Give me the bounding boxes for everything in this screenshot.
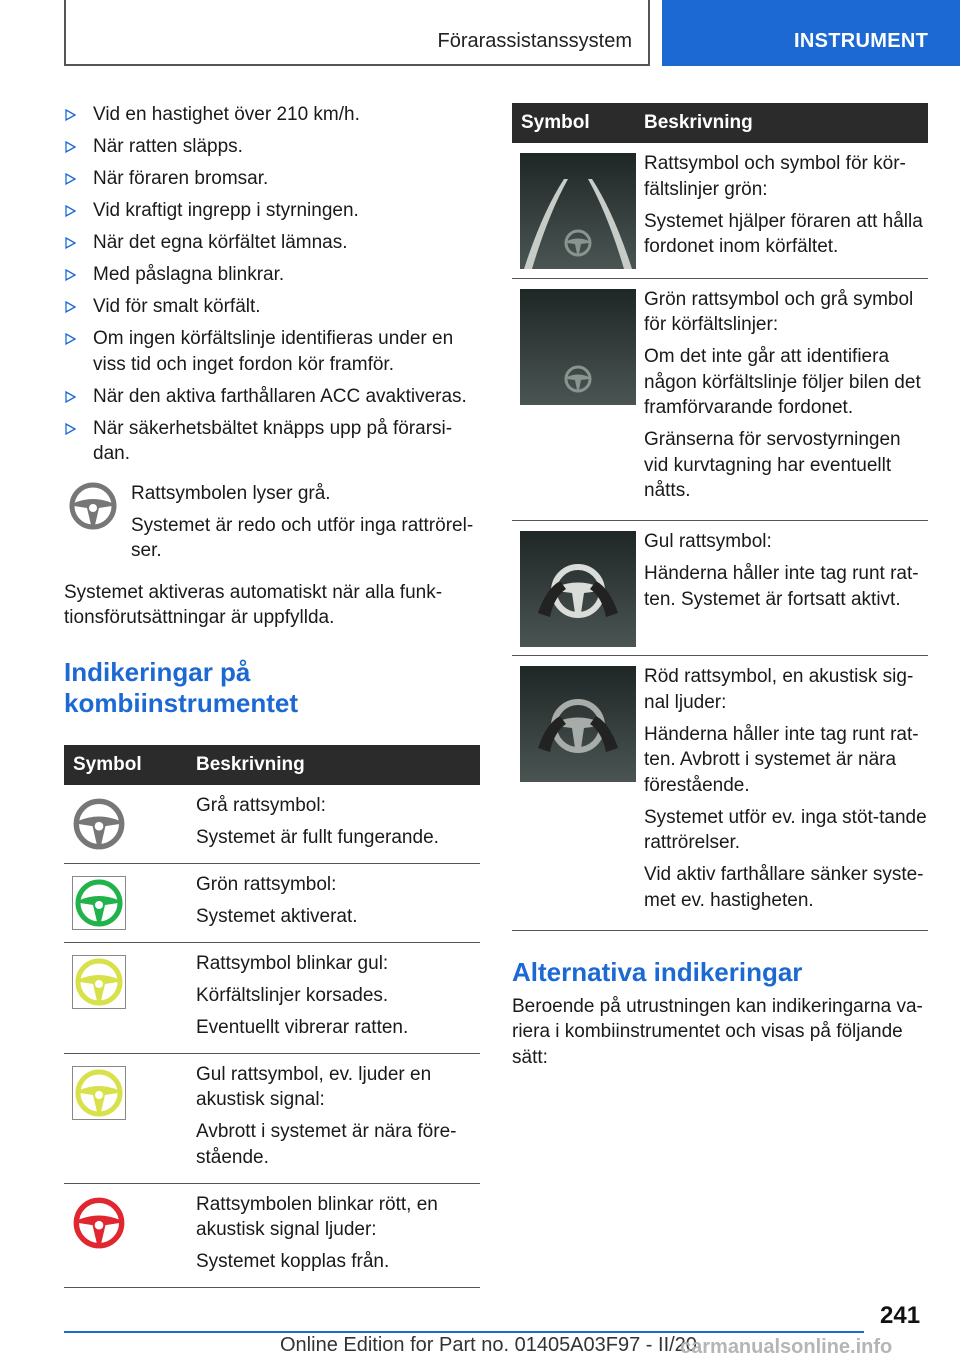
chapter-tab[interactable]	[662, 0, 960, 66]
table-row	[64, 785, 480, 864]
steering-wheel-red-icon	[72, 1196, 126, 1250]
steering-wheel-yellow-icon	[72, 1066, 126, 1120]
table-cell-text: Grön rattsymbol:	[196, 873, 337, 895]
triangle-bullet-icon	[65, 269, 76, 281]
table-cell-text: Gränserna för servostyrningen vid kurvtagning har eventuellt nåtts.	[644, 429, 901, 501]
steering-wheel-gray-icon	[68, 481, 118, 531]
triangle-bullet-icon	[65, 301, 76, 313]
steering-wheel-green-icon	[72, 876, 126, 930]
table-row	[512, 143, 928, 278]
indicator-table	[64, 745, 480, 1289]
list-item: Vid en hastighet över 210 km/h.	[64, 102, 480, 128]
ready-state-line: Rattsymbolen lyser grå.	[131, 482, 331, 504]
left-column	[64, 102, 480, 1288]
steering-wheel-gray-icon	[72, 797, 126, 851]
table-cell-text: Rattsymbol och symbol för kör-fältslinjer grön:	[644, 153, 906, 200]
table-cell-text: Röd rattsymbol, en akustisk sig-nal ljuder:	[644, 666, 914, 713]
footer-watermark: carmanualsonline.info	[680, 1336, 893, 1358]
table-cell-text: Gul rattsymbol:	[644, 531, 772, 552]
list-item: Med påslagna blinkrar.	[64, 262, 480, 288]
table-row	[64, 863, 480, 942]
table-header-row	[512, 103, 928, 143]
alternative-text: Beroende på utrustningen kan indikeringarna va-riera i kombiinstrumentet och visas på följande sätt:	[512, 995, 923, 1068]
ready-state-line: Systemet är redo och utför inga rattrörel-ser.	[131, 514, 474, 561]
triangle-bullet-icon	[65, 237, 76, 249]
condition-list	[64, 102, 480, 467]
table-row	[512, 656, 928, 931]
table-cell-text: Grön rattsymbol och grå symbol för körfältslinjer:	[644, 288, 914, 335]
table-header-row	[64, 745, 480, 785]
table-row	[512, 521, 928, 656]
right-column	[512, 103, 928, 1070]
table-cell-text: Händerna håller inte tag runt rat-ten. Avbrott i systemet är nära förestående.	[644, 723, 919, 796]
triangle-bullet-icon	[65, 333, 76, 345]
activation-text: Systemet aktiveras automatiskt när alla funk-tionsförutsättningar är uppfyllda.	[64, 581, 443, 628]
column-header-symbol: Symbol	[64, 745, 196, 785]
list-item: När det egna körfältet lämnas.	[64, 230, 480, 256]
list-item: Vid kraftigt ingrepp i styrningen.	[64, 198, 480, 224]
display-green-wheel-gray-lanes-icon	[520, 289, 636, 405]
display-hands-red-wheel-icon	[520, 666, 636, 782]
ready-state-note	[64, 481, 480, 564]
table-cell-text: Systemet kopplas från.	[196, 1251, 390, 1272]
section-heading: Alternativa indikeringar	[512, 956, 803, 987]
triangle-bullet-icon	[65, 205, 76, 217]
table-cell-text: Rattsymbolen blinkar rött, en akustisk signal ljuder:	[196, 1193, 438, 1240]
table-row	[64, 1053, 480, 1183]
list-item: När den aktiva farthållaren ACC avaktiveras.	[64, 384, 480, 410]
table-cell-text: Gul rattsymbol, ev. ljuder en akustisk signal:	[196, 1063, 432, 1110]
display-hands-gray-wheel-icon	[520, 531, 636, 647]
list-item: Vid för smalt körfält.	[64, 294, 480, 320]
footer-edition: Online Edition for Part no. 01405A03F97 - II/20	[280, 1334, 697, 1356]
table-cell-text: Eventuellt vibrerar ratten.	[196, 1016, 409, 1038]
table-cell-text: Systemet hjälper föraren att hålla fordonet inom körfältet.	[644, 210, 923, 257]
table-cell-text: Körfältslinjer korsades.	[196, 984, 389, 1006]
column-header-description: Beskrivning	[644, 103, 928, 143]
display-table	[512, 103, 928, 931]
table-cell-text: Rattsymbol blinkar gul:	[196, 952, 389, 974]
table-cell-text: Om det inte går att identifiera någon körfältslinje följer bilen det framförvarande fordonet.	[644, 346, 921, 418]
table-row	[64, 942, 480, 1053]
table-cell-text: Händerna håller inte tag runt rat-ten. Systemet är fortsatt aktivt.	[644, 563, 919, 610]
triangle-bullet-icon	[65, 423, 76, 435]
table-cell-text: Avbrott i systemet är nära före-stående.	[196, 1121, 457, 1168]
section-title: Förarassistanssystem	[437, 30, 632, 52]
triangle-bullet-icon	[65, 391, 76, 403]
table-cell-text: Vid aktiv farthållare sänker syste-met ev. hastigheten.	[644, 864, 924, 911]
header-section-box	[64, 0, 650, 66]
table-cell-text: Systemet utför ev. inga stöt-tande rattrörelser.	[644, 806, 927, 853]
triangle-bullet-icon	[65, 141, 76, 153]
column-header-description: Beskrivning	[196, 745, 480, 785]
table-row	[512, 278, 928, 521]
display-lanes-green-icon	[520, 153, 636, 269]
footer-rule	[64, 1331, 864, 1333]
table-cell-text: Systemet är fullt fungerande.	[196, 826, 439, 848]
triangle-bullet-icon	[65, 173, 76, 185]
page-number: 241	[880, 1302, 921, 1329]
list-item: När säkerhetsbältet knäpps upp på förarsi-dan.	[64, 416, 480, 467]
section-heading: Indikeringar på kombiinstrumentet	[64, 656, 299, 718]
list-item: Om ingen körfältslinje identifieras under en viss tid och inget fordon kör framför.	[64, 326, 480, 377]
chapter-title: INSTRUMENT	[794, 30, 929, 52]
table-cell-text: Grå rattsymbol:	[196, 794, 326, 816]
list-item: När ratten släpps.	[64, 134, 480, 160]
list-item: När föraren bromsar.	[64, 166, 480, 192]
column-header-symbol: Symbol	[512, 103, 644, 143]
triangle-bullet-icon	[65, 109, 76, 121]
steering-wheel-yellow-blink-icon	[72, 955, 126, 1009]
table-cell-text: Systemet aktiverat.	[196, 905, 358, 927]
table-row	[64, 1183, 480, 1288]
